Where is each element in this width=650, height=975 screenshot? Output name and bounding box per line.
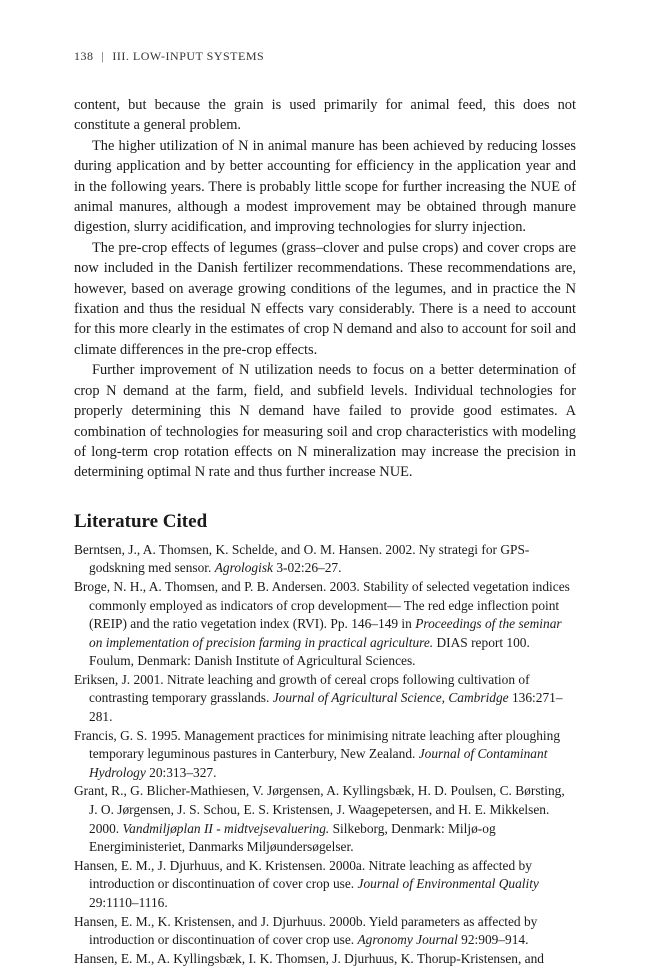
body-text [74,95,576,483]
reference-entry: Hansen, E. M., K. Kristensen, and J. Djurhuus. 2000b. Yield parameters as affected by introduction or discontinuation of cover crop use. Agronomy Journal 92:909–914. [74,913,538,948]
header-separator: | [101,49,105,63]
book-page [74,48,576,968]
paragraph: content, but because the grain is used primarily for animal feed, this does not constitute a general problem. [74,97,576,134]
reference-entry: Hansen, E. M., J. Djurhuus, and K. Kristensen. 2000a. Nitrate leaching as affected by introduction or discontinuation of cover crop use. Journal of Environmental Quality 29:1110–1116. [74,857,539,910]
reference-entry: Francis, G. S. 1995. Management practices for minimising nitrate leaching after ploughing temporary leguminous pastures in Canterbury, New Zealand. Journal of Contaminant Hydrology 20:313–327. [74,727,561,780]
reference-entry: Hansen, E. M., A. Kyllingsbæk, I. K. Thomsen, J. Djurhuus, K. Thorup-Kristensen, and [74,950,545,966]
reference-entry: Berntsen, J., A. Thomsen, K. Schelde, and O. M. Hansen. 2002. Ny strategi for GPS-godskning med sensor. Agrologisk 3-02:26–27. [74,541,530,576]
reference-entry: Eriksen, J. 2001. Nitrate leaching and growth of cereal crops following cultivation of contrasting temporary grasslands. Journal of Agricultural Science, Cambridge 136:271–281. [74,671,563,725]
reference-entry: Grant, R., G. Blicher-Mathiesen, V. Jørgensen, A. Kyllingsbæk, H. D. Poulsen, C. Børsting, J. O. Jørgensen, J. S. Schou, E. S. Kristensen, J. Waagepetersen, and H. E. Mikkelsen. 2000. Vandmiljøplan II - midtvejsevaluering. Silkeborg, Denmark: Miljø-og Energiministeriet, Danmarks Miljøundersøgelser. [74,783,565,855]
paragraph: The pre-crop effects of legumes (grass–clover and pulse crops) and cover crops are now included in the Danish fertilizer recommendations. These recommendations are, however, based on average growing conditions of the legumes, and in practice the N fixation and thus the residual N effects vary considerably. There is a need to account for this more clearly in the estimates of crop N demand and also to account for soil and climate differences in the pre-crop effects. [74,239,576,358]
paragraph: The higher utilization of N in animal manure has been achieved by reducing losses during application and by better accounting for efficiency in the application year and in the following years. There is probably little scope for further increasing the NUE of animal manures, although a modest improvement may be obtained through manure digestion, slurry acidification, and improving technologies for slurry injection. [74,137,576,236]
reference-entry: Broge, N. H., A. Thomsen, and P. B. Andersen. 2003. Stability of selected vegetation indices commonly employed as indicators of crop development— The red edge inflection point (REIP) and the ratio vegetation index (RVI). Pp. 146–149 in Proceedings of the seminar on implementation of precision farming in practical agriculture. DIAS report 100. Foulum, Denmark: Danish Institute of Agricultural Sciences. [74,578,570,669]
literature-cited-heading: Literature Cited [74,510,208,532]
reference-list [74,541,576,969]
page-number: 138 [74,49,94,63]
running-header [74,48,576,64]
section-title: III. LOW-INPUT SYSTEMS [112,49,265,63]
paragraph: Further improvement of N utilization needs to focus on a better determination of crop N demand at the farm, field, and subfield levels. Individual technologies for properly determining this N demand have failed to provide good estimates. A combination of technologies for measuring soil and crop characteristics with modeling of long-term crop rotation effects on N mineralization may increase the precision in determining optimal N rate and thus further increase NUE. [74,362,576,481]
